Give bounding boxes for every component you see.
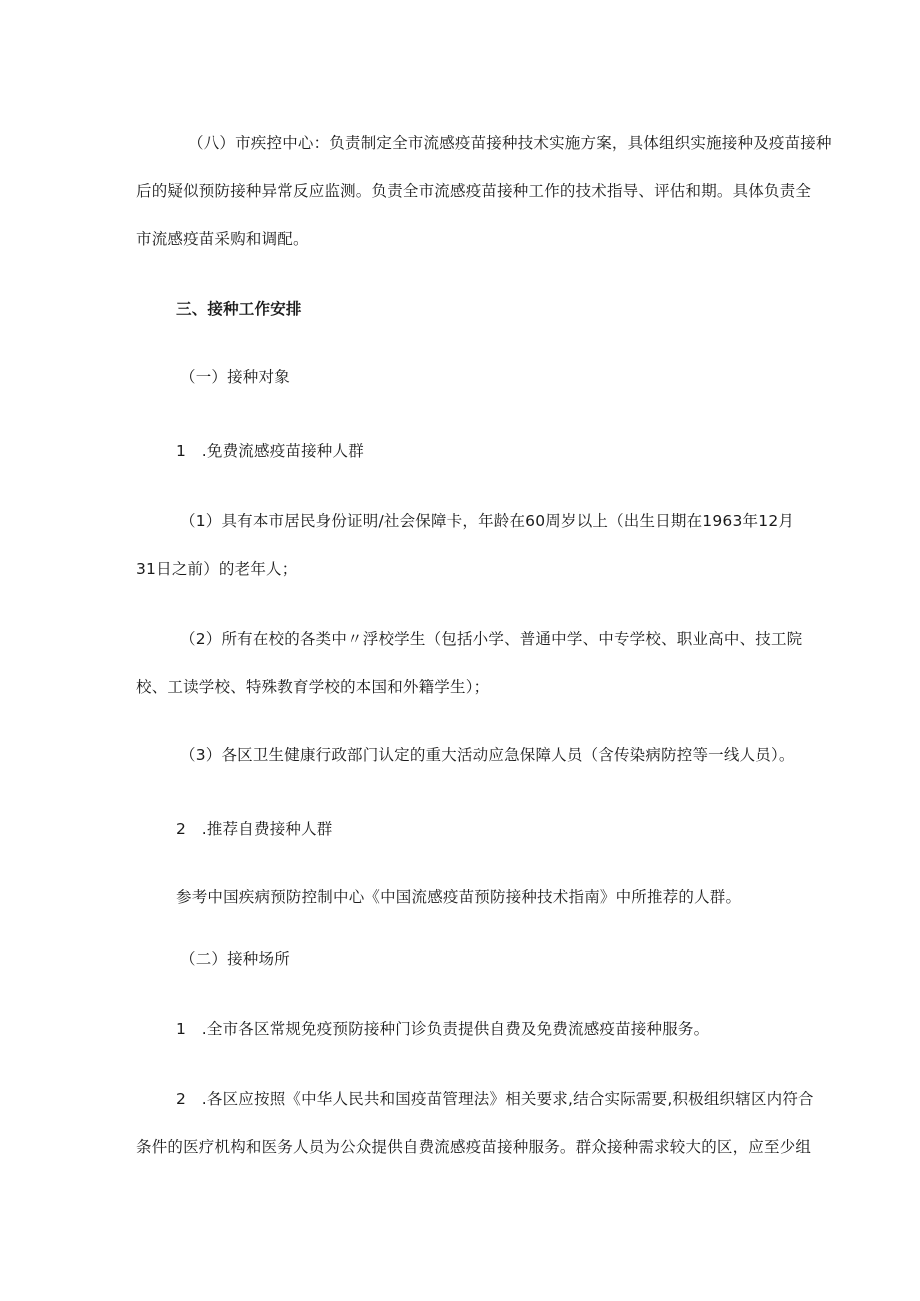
paragraph-8-line-1: （八）市疾控中心：负责制定全市流感疫苗接种技术实施方案，具体组织实施接种及疫苗接种	[188, 134, 832, 152]
item-1-heading: 1 .免费流感疫苗接种人群	[176, 442, 364, 460]
subsection-1-heading: （一）接种对象	[180, 368, 290, 386]
place-2-line-2: 条件的医疗机构和医务人员为公众提供自费流感疫苗接种服务。群众接种需求较大的区，应至少组	[136, 1138, 812, 1156]
place-1: 1 .全市各区常规免疫预防接种门诊负责提供自费及免费流感疫苗接种服务。	[176, 1020, 710, 1038]
section-3-heading: 三、接种工作安排	[176, 300, 302, 318]
item-1-1-line-1: （1）具有本市居民身份证明/社会保障卡，年龄在60周岁以上（出生日期在1963年12月	[180, 512, 795, 530]
paragraph-8-line-2: 后的疑似预防接种异常反应监测。负责全市流感疫苗接种工作的技术指导、评估和期。具体负责全	[136, 182, 812, 200]
subsection-2-heading: （二）接种场所	[180, 950, 290, 968]
place-2-line-1: 2 .各区应按照《中华人民共和国疫苗管理法》相关要求,结合实际需要,积极组织辖区内符合	[176, 1090, 814, 1108]
item-1-2-line-1: （2）所有在校的各类中〃浮校学生（包括小学、普通中学、中专学校、职业高中、技工院	[180, 630, 803, 648]
item-1-1-line-2: 31日之前）的老年人；	[136, 560, 298, 578]
item-2-text: 参考中国疾病预防控制中心《中国流感疫苗预防接种技术指南》中所推荐的人群。	[176, 888, 742, 906]
item-1-2-line-2: 校、工读学校、特殊教育学校的本国和外籍学生）；	[136, 678, 490, 696]
paragraph-8-line-3: 市流感疫苗采购和调配。	[136, 230, 309, 248]
item-1-3: （3）各区卫生健康行政部门认定的重大活动应急保障人员（含传染病防控等一线人员）。	[180, 746, 795, 764]
item-2-heading: 2 .推荐自费接种人群	[176, 820, 333, 838]
